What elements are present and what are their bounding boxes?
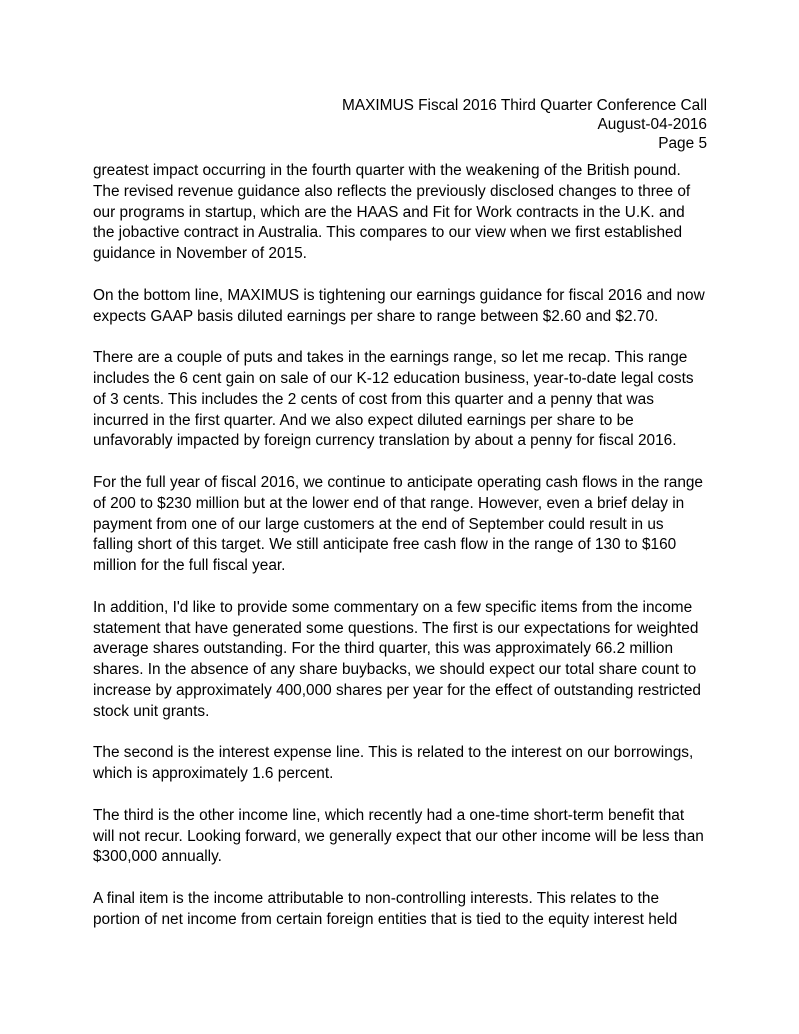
paragraph: greatest impact occurring in the fourth quarter with the weakening of the British pound. The revised revenue guidance also reflects the previously disclosed changes to three of our programs in startup, which are the HAAS and Fit for Work contracts in the U.K. and the jobactive contract in Australia. This compares to our view when we first established guidance in November of 2015.: [93, 162, 691, 263]
document-body: [93, 161, 707, 930]
paragraph: On the bottom line, MAXIMUS is tightening our earnings guidance for fiscal 2016 and now expects GAAP basis diluted earnings per share to range between $2.60 and $2.70.: [93, 286, 705, 325]
paragraph: The third is the other income line, which recently had a one-time short-term benefit that will not recur. Looking forward, we generally expect that our other income will be less than $300,000 annually.: [93, 806, 704, 866]
header-date: August-04-2016: [597, 116, 707, 133]
header-title: MAXIMUS Fiscal 2016 Third Quarter Conference Call: [342, 97, 707, 114]
header-page-number: Page 5: [658, 135, 707, 152]
paragraph: A final item is the income attributable to non-controlling interests. This relates to the portion of net income from certain foreign entities that is tied to the equity interest held: [93, 889, 678, 928]
paragraph: There are a couple of puts and takes in the earnings range, so let me recap. This range includes the 6 cent gain on sale of our K-12 education business, year-to-date legal costs of 3 cents. This includes the 2 cents of cost from this quarter and a penny that was incurred in the first quarter. And we also expect diluted earnings per share to be unfavorably impacted by foreign currency translation by about a penny for fiscal 2016.: [93, 349, 694, 450]
paragraph: For the full year of fiscal 2016, we continue to anticipate operating cash flows in the range of 200 to $230 million but at the lower end of that range. However, even a brief delay in payment from one of our large customers at the end of September could result in us falling short of this target. We still anticipate free cash flow in the range of 130 to $160 million for the full fiscal year.: [93, 473, 703, 575]
paragraph: The second is the interest expense line. This is related to the interest on our borrowings, which is approximately 1.6 percent.: [93, 744, 694, 783]
page-header: [93, 96, 707, 153]
paragraph: In addition, I'd like to provide some commentary on a few specific items from the income statement that have generated some questions. The first is our expectations for weighted average shares outstanding. For the third quarter, this was approximately 66.2 million shares. In the absence of any share buybacks, we should expect our total share count to increase by approximately 400,000 shares per year for the effect of outstanding restricted stock unit grants.: [93, 598, 701, 720]
